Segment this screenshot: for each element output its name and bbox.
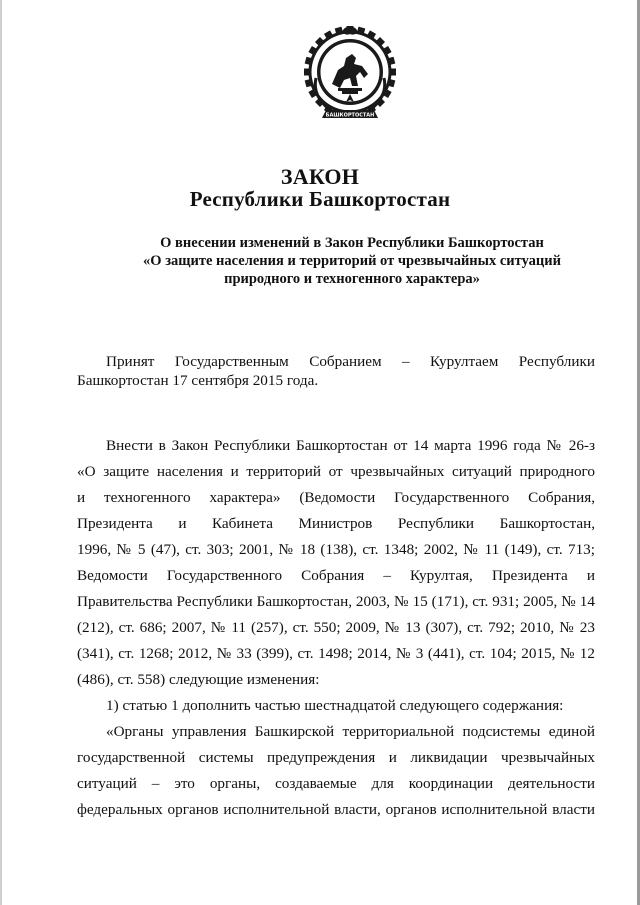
body-line: Правительства Республики Башкортостан, 2003, № 15 (171), ст. 931; 2005, № 14 xyxy=(77,593,595,610)
body-line: Ведомости Государственного Собрания – Курултая, Президента и xyxy=(77,567,595,584)
law-title-line-2: «О защите населения и территорий от чрезвычайных ситуаций xyxy=(143,253,561,269)
body-line: (341), ст. 1268; 2012, № 33 (399), ст. 1498; 2014, № 3 (441), ст. 104; 2015, № 12 xyxy=(77,645,595,662)
coat-of-arms-icon xyxy=(302,22,398,130)
body-line: 1996, № 5 (47), ст. 303; 2001, № 18 (138), ст. 1348; 2002, № 11 (149), ст. 713; xyxy=(77,541,595,558)
body-line: 1) статью 1 дополнить частью шестнадцатой следующего содержания: xyxy=(106,697,564,714)
coat-of-arms-ribbon-text: БАШКОРТОСТАН xyxy=(325,112,375,119)
body-line: Внести в Закон Республики Башкортостан от 14 марта 1996 года № 26-з xyxy=(106,437,595,454)
document-subtitle: Республики Башкортостан xyxy=(189,187,451,211)
law-title-line-1: О внесении изменений в Закон Республики Башкортостан xyxy=(160,235,544,251)
adopted-line-1: Принят Государственным Собранием – Курултаем Республики xyxy=(106,353,595,370)
body-line: «Органы управления Башкирской территориальной подсистемы единой xyxy=(106,723,595,740)
body-line: (212), ст. 686; 2007, № 11 (257), ст. 550; 2009, № 13 (307), ст. 792; 2010, № 23 xyxy=(77,619,595,636)
body-line: государственной системы предупреждения и ликвидации чрезвычайных xyxy=(77,749,595,766)
body-line: федеральных органов исполнительной власти, органов исполнительной власти xyxy=(77,801,595,818)
adopted-line-2: Башкортостан 17 сентября 2015 года. xyxy=(77,372,319,389)
body-line: ситуаций – это органы, создаваемые для координации деятельности xyxy=(77,775,595,792)
body-line: «О защите населения и территорий от чрезвычайных ситуаций природного xyxy=(77,463,595,480)
scan-edge-left xyxy=(0,0,2,905)
law-title-line-3: природного и техногенного характера» xyxy=(224,271,480,287)
body-line: и техногенного характера» (Ведомости Государственного Собрания, xyxy=(77,489,595,506)
body-line: (486), ст. 558) следующие изменения: xyxy=(77,671,320,688)
body-line: Президента и Кабинета Министров Республики Башкортостан, xyxy=(77,515,595,532)
document-title: ЗАКОН xyxy=(280,164,360,189)
